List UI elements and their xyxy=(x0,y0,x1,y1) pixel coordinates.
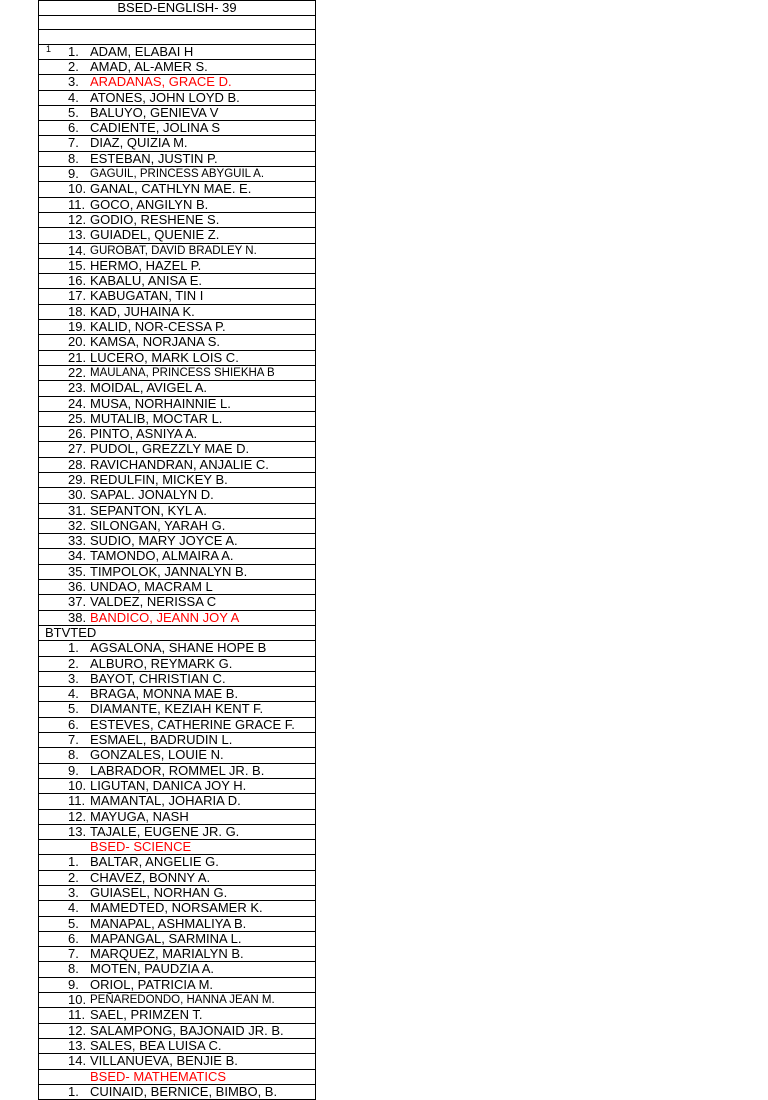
student-row xyxy=(39,152,315,167)
student-number: 8. xyxy=(68,151,79,166)
student-number: 11. xyxy=(68,197,86,212)
student-row xyxy=(39,427,315,442)
student-name: TIMPOLOK, JANNALYN B. xyxy=(90,564,248,579)
student-row xyxy=(39,534,315,549)
student-row xyxy=(39,182,315,197)
student-number: 32. xyxy=(68,518,87,533)
row-marker: 1 xyxy=(46,44,52,54)
student-name: GOCO, ANGILYN B. xyxy=(90,197,209,212)
student-number: 10. xyxy=(68,778,87,793)
student-row xyxy=(39,335,315,350)
student-number: 13. xyxy=(68,1038,87,1053)
student-name: LABRADOR, ROMMEL JR. B. xyxy=(90,763,265,778)
student-number: 16. xyxy=(68,274,87,289)
student-name: DIAZ, QUIZIA M. xyxy=(90,136,188,151)
student-name: DIAMANTE, KEZIAH KENT F. xyxy=(90,702,264,717)
student-row xyxy=(39,519,315,534)
student-number: 25. xyxy=(68,411,87,426)
student-name: LIGUTAN, DANICA JOY H. xyxy=(90,778,247,793)
student-number: 12. xyxy=(68,212,87,227)
student-number: 37. xyxy=(68,595,87,610)
student-number: 2. xyxy=(68,870,79,885)
student-row xyxy=(39,1039,315,1054)
student-number: 5. xyxy=(68,105,79,120)
student-name: AMAD, AL-AMER S. xyxy=(90,59,208,74)
student-number: 17. xyxy=(68,289,87,304)
student-number: 23. xyxy=(68,381,87,396)
student-number: 30. xyxy=(68,488,87,503)
student-number: 13. xyxy=(68,824,87,839)
student-name: GUROBAT, DAVID BRADLEY N. xyxy=(90,244,257,257)
student-number: 15. xyxy=(68,258,87,273)
student-name: MOIDAL, AVIGEL A. xyxy=(90,381,208,396)
empty-row xyxy=(39,30,315,44)
student-row xyxy=(39,274,315,289)
student-number: 14. xyxy=(68,1054,87,1069)
student-name: UNDAO, MACRAM L xyxy=(90,580,213,595)
student-name: TAJALE, EUGENE JR. G. xyxy=(90,824,240,839)
student-number: 4. xyxy=(68,901,79,916)
student-row xyxy=(39,718,315,733)
student-row xyxy=(39,60,315,75)
empty-row xyxy=(39,16,315,30)
student-name: KAMSA, NORJANA S. xyxy=(90,335,221,350)
student-row xyxy=(39,381,315,396)
student-number: 27. xyxy=(68,442,87,457)
student-row xyxy=(39,412,315,427)
student-number: 8. xyxy=(68,748,79,763)
student-name: KABALU, ANISA E. xyxy=(90,274,202,289)
student-name: BRAGA, MONNA MAE B. xyxy=(90,687,239,702)
student-row xyxy=(39,672,315,687)
student-name: SAEL, PRIMZEN T. xyxy=(90,1008,203,1023)
student-number: 9. xyxy=(68,167,79,182)
student-name: LUCERO, MARK LOIS C. xyxy=(90,350,239,365)
student-name: MAMANTAL, JOHARIA D. xyxy=(90,794,241,809)
student-number: 33. xyxy=(68,534,87,549)
student-name: REDULFIN, MICKEY B. xyxy=(90,472,228,487)
student-number: 21. xyxy=(68,350,87,365)
section-heading-row xyxy=(39,1070,315,1085)
student-name: CADIENTE, JOLINA S xyxy=(90,121,221,136)
student-row xyxy=(39,565,315,580)
section-heading: BSED- MATHEMATICS xyxy=(90,1069,227,1084)
student-name: MAYUGA, NASH xyxy=(90,809,189,824)
student-row xyxy=(39,886,315,901)
student-name: ESMAEL, BADRUDIN L. xyxy=(90,733,233,748)
student-name: SALAMPONG, BAJONAID JR. B. xyxy=(90,1023,284,1038)
student-name: MARQUEZ, MARIALYN B. xyxy=(90,947,244,962)
student-number: 34. xyxy=(68,549,87,564)
student-row xyxy=(39,366,315,381)
student-name: GODIO, RESHENE S. xyxy=(90,212,220,227)
student-row xyxy=(39,657,315,672)
section-heading-row xyxy=(39,626,315,641)
student-row xyxy=(39,932,315,947)
student-number: 29. xyxy=(68,472,87,487)
class-list-sheet xyxy=(38,0,316,1100)
student-name: BALUYO, GENIEVA V xyxy=(90,105,219,120)
student-row xyxy=(39,580,315,595)
student-row xyxy=(39,228,315,243)
student-row xyxy=(39,1054,315,1069)
student-number: 14. xyxy=(68,243,87,258)
student-number: 9. xyxy=(68,977,79,992)
student-name: ALBURO, REYMARK G. xyxy=(90,656,233,671)
student-number: 24. xyxy=(68,396,87,411)
student-name: SUDIO, MARY JOYCE A. xyxy=(90,534,238,549)
student-name: ATONES, JOHN LOYD B. xyxy=(90,90,240,105)
student-row xyxy=(39,504,315,519)
student-number: 35. xyxy=(68,564,87,579)
student-name: GONZALES, LOUIE N. xyxy=(90,748,224,763)
student-row xyxy=(39,794,315,809)
student-number: 5. xyxy=(68,702,79,717)
student-name: CHAVEZ, BONNY A. xyxy=(90,870,211,885)
student-number: 12. xyxy=(68,809,87,824)
student-number: 2. xyxy=(68,656,79,671)
student-number: 10. xyxy=(68,993,87,1008)
student-number: 22. xyxy=(68,365,87,380)
student-name: SILONGAN, YARAH G. xyxy=(90,518,226,533)
student-number: 19. xyxy=(68,320,87,335)
student-number: 6. xyxy=(68,931,79,946)
student-number: 36. xyxy=(68,580,87,595)
student-row xyxy=(39,1085,315,1100)
student-name: BALTAR, ANGELIE G. xyxy=(90,855,219,870)
student-name: GUIASEL, NORHAN G. xyxy=(90,886,228,900)
student-row xyxy=(39,764,315,779)
student-row xyxy=(39,549,315,564)
student-name: MUSA, NORHAINNIE L. xyxy=(90,396,231,411)
student-name: BAYOT, CHRISTIAN C. xyxy=(90,671,226,686)
student-row xyxy=(39,962,315,977)
sheet-title: BSED-ENGLISH- 39 xyxy=(39,0,315,16)
student-row xyxy=(39,855,315,870)
student-row xyxy=(39,1024,315,1039)
student-number: 7. xyxy=(68,733,79,748)
student-name: MAPANGAL, SARMINA L. xyxy=(90,931,242,946)
student-row xyxy=(39,397,315,412)
student-number: 5. xyxy=(68,916,79,931)
student-row xyxy=(39,75,315,90)
student-row xyxy=(39,289,315,304)
student-name: ADAM, ELABAI H xyxy=(90,44,194,59)
student-name: MUTALIB, MOCTAR L. xyxy=(90,411,223,426)
student-name: VILLANUEVA, BENJIE B. xyxy=(90,1054,238,1069)
student-number: 11. xyxy=(68,1008,86,1023)
student-number: 4. xyxy=(68,90,79,105)
student-row xyxy=(39,917,315,932)
student-row xyxy=(39,305,315,320)
student-name: RAVICHANDRAN, ANJALIE C. xyxy=(90,457,269,472)
student-name: ARADANAS, GRACE D. xyxy=(90,75,232,90)
student-row xyxy=(39,947,315,962)
student-name: PUDOL, GREZZLY MAE D. xyxy=(90,442,250,457)
student-number: 28. xyxy=(68,457,87,472)
student-name: GANAL, CATHLYN MAE. E. xyxy=(90,182,252,197)
student-number: 4. xyxy=(68,687,79,702)
student-rows xyxy=(39,45,315,1100)
student-row xyxy=(39,702,315,717)
student-number: 6. xyxy=(68,121,79,136)
student-name: PEÑAREDONDO, HANNA JEAN M. xyxy=(90,994,275,1007)
student-number: 38. xyxy=(68,610,87,625)
student-number: 8. xyxy=(68,962,79,977)
student-number: 1. xyxy=(68,44,79,59)
student-name: MANAPAL, ASHMALIYA B. xyxy=(90,916,247,931)
student-number: 18. xyxy=(68,304,87,319)
student-row xyxy=(39,993,315,1008)
student-row xyxy=(39,320,315,335)
student-name: MOTEN, PAUDZIA A. xyxy=(90,962,215,977)
student-row xyxy=(39,244,315,259)
student-row xyxy=(39,91,315,106)
student-number: 20. xyxy=(68,335,87,350)
student-name: CUINAID, BERNICE, BIMBO, B. xyxy=(90,1084,278,1099)
student-name: ESTEBAN, JUSTIN P. xyxy=(90,151,218,166)
student-number: 1. xyxy=(68,641,79,656)
student-name: ESTEVES, CATHERINE GRACE F. xyxy=(90,717,295,732)
student-number: 10. xyxy=(68,182,87,197)
student-number: 3. xyxy=(68,886,79,900)
student-name: KAD, JUHAINA K. xyxy=(90,304,195,319)
student-row xyxy=(39,733,315,748)
student-number: 3. xyxy=(68,75,79,90)
student-row xyxy=(39,641,315,656)
student-number: 31. xyxy=(68,503,87,518)
student-row xyxy=(39,779,315,794)
student-number: 1. xyxy=(68,1084,79,1099)
student-row xyxy=(39,45,315,60)
student-row xyxy=(39,748,315,763)
student-number: 2. xyxy=(68,59,79,74)
student-row xyxy=(39,488,315,503)
student-row xyxy=(39,458,315,473)
student-row xyxy=(39,121,315,136)
section-heading: BTVTED xyxy=(45,625,97,640)
student-name: KABUGATAN, TIN I xyxy=(90,289,204,304)
student-row xyxy=(39,611,315,626)
student-number: 11. xyxy=(68,794,86,809)
student-name: BANDICO, JEANN JOY A xyxy=(90,610,240,625)
student-row xyxy=(39,351,315,366)
student-number: 9. xyxy=(68,763,79,778)
student-row xyxy=(39,901,315,916)
student-number: 7. xyxy=(68,136,79,151)
student-row xyxy=(39,687,315,702)
student-name: SALES, BEA LUISA C. xyxy=(90,1038,222,1053)
student-number: 12. xyxy=(68,1023,87,1038)
student-row xyxy=(39,213,315,228)
student-name: VALDEZ, NERISSA C xyxy=(90,595,217,610)
section-heading-row xyxy=(39,840,315,855)
student-name: GAGUIL, PRINCESS ABYGUIL A. xyxy=(90,168,265,181)
student-row xyxy=(39,167,315,182)
student-number: 7. xyxy=(68,947,79,962)
student-row xyxy=(39,1008,315,1023)
student-number: 6. xyxy=(68,717,79,732)
student-name: SEPANTON, KYL A. xyxy=(90,503,207,518)
student-row xyxy=(39,442,315,457)
student-name: PINTO, ASNIYA A. xyxy=(90,427,198,442)
student-row xyxy=(39,871,315,886)
student-name: SAPAL. JONALYN D. xyxy=(90,488,214,503)
student-row xyxy=(39,810,315,825)
student-number: 26. xyxy=(68,427,87,442)
student-name: MAMEDTED, NORSAMER K. xyxy=(90,901,263,916)
student-name: MAULANA, PRINCESS SHIEKHA B xyxy=(90,366,275,379)
student-row xyxy=(39,106,315,121)
student-number: 3. xyxy=(68,671,79,686)
student-row xyxy=(39,595,315,610)
student-name: KALID, NOR-CESSA P. xyxy=(90,320,226,335)
student-name: AGSALONA, SHANE HOPE B xyxy=(90,641,267,656)
student-row xyxy=(39,825,315,840)
student-row xyxy=(39,473,315,488)
student-number: 13. xyxy=(68,228,87,243)
student-row xyxy=(39,198,315,213)
student-name: ORIOL, PATRICIA M. xyxy=(90,977,214,992)
student-name: TAMONDO, ALMAIRA A. xyxy=(90,549,234,564)
student-row xyxy=(39,259,315,274)
student-number: 1. xyxy=(68,855,79,870)
student-row xyxy=(39,136,315,151)
student-row xyxy=(39,978,315,993)
student-name: GUIADEL, QUENIE Z. xyxy=(90,228,220,243)
student-name: HERMO, HAZEL P. xyxy=(90,258,202,273)
section-heading: BSED- SCIENCE xyxy=(90,840,192,855)
